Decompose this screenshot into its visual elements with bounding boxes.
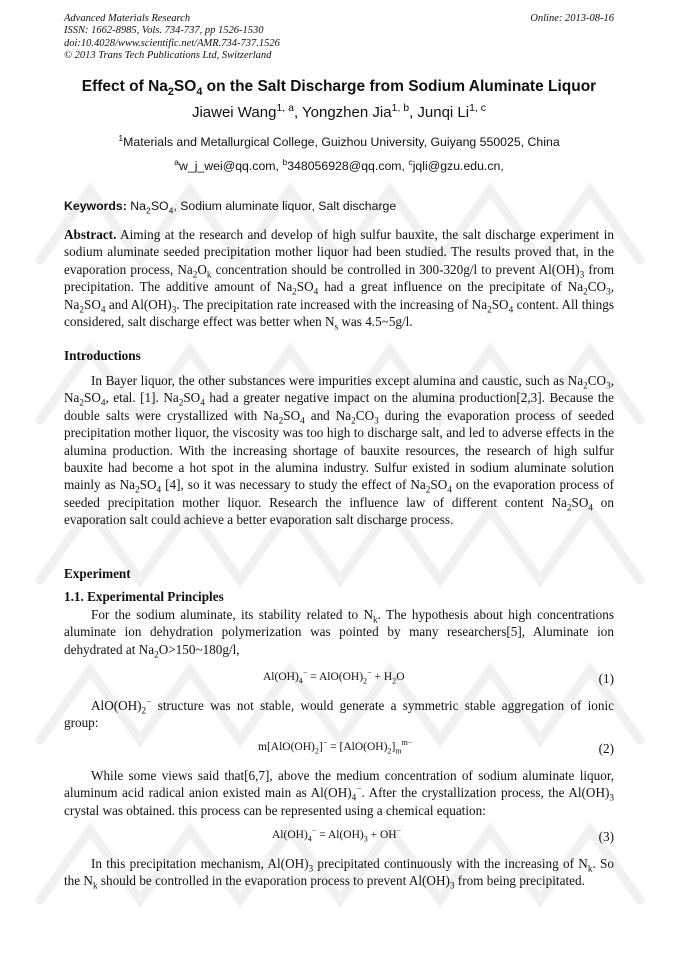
online-date: Online: 2013-08-16 bbox=[530, 13, 614, 24]
copyright-line: © 2013 Trans Tech Publications Ltd, Switzerland bbox=[64, 50, 272, 62]
email-link[interactable]: w_j_wei@qq.com bbox=[178, 159, 276, 173]
journal-name: Advanced Materials Research bbox=[64, 13, 191, 24]
journal-header bbox=[64, 13, 280, 63]
author-name: Junqi Li bbox=[417, 104, 470, 121]
issn-line: ISSN: 1662-8985, Vols. 734-737, pp 1526-1530 bbox=[64, 25, 264, 37]
author-name: Yongzhen Jia bbox=[302, 104, 392, 121]
paper-title: Effect of $Na_2SO_4$ on the Salt Discharge from Sodium Aluminate Liquor bbox=[81, 78, 597, 99]
email-link[interactable]: jqli@gzu.edu.cn bbox=[412, 159, 501, 173]
equation-body: $Al(OH)_4^- = Al(OH)_3 + OH^-$ bbox=[272, 826, 402, 844]
section-heading: Introductions bbox=[64, 348, 141, 363]
mechanism-paragraph: In this precipitation mechanism, $Al(OH)_3$ precipitated continuously with the increasing of $N_k$. So the $N_k$ should be controlled in the evaporation process to prevent $Al(OH)_3$ from being precipitated. bbox=[64, 856, 614, 892]
section-heading: Experiment bbox=[64, 566, 131, 581]
email-list: $^a$w_j_wei@qq.com, $^b$348056928@qq.com, $^c$jqli@gzu.edu.cn, bbox=[174, 156, 504, 173]
views-paragraph: While some views said that[6,7], above the medium concentration of sodium aluminate liquor, aluminum acid radical anion existed main as $Al(OH)_4^-$. After the crystallization process, the $Al(OH)_3$ crystal was obtained. this process can be represented using a chemical equation: bbox=[64, 768, 614, 818]
author-list: Jiawei Wang$^{1, a}$, Yongzhen Jia$^{1, b}$, Junqi Li$^{1, c}$ bbox=[191, 102, 487, 121]
structure-paragraph: $AlO(OH)_2^-$ structure was not stable, would generate a symmetric stable aggregation of ionic group: bbox=[64, 696, 614, 731]
equation-number: (3) bbox=[598, 829, 614, 844]
intro-paragraph: In Bayer liquor, the other substances were impurities except alumina and caustic, such as $Na_2CO_3$, $Na_2SO_4$, etal. [1]. $Na_2SO_4$ had a greater negative impact on the alumina production[2,3]. Because the double salts were crystallized with $Na_2SO_4$ and $Na_2CO_3$ during the evaporation process of seeded precipitation mother liquor, the viscosity was too high to discharge salt, and led to adverse effects in the alumina production. With the increasing shortage of bauxite resources, the research of high sulfur bauxite had become a hot spot in the alumina industry. Sulfur existed in sodium aluminate solution mainly as $Na_2SO_4$ [4], so it was necessary to study the effect of $Na_2SO_4$ on the evaporation process of seeded precipitation mother liquor. Research the influence law of different content $Na_2SO_4$ on evaporation salt could achieve a better evaporation salt discharge process. bbox=[64, 373, 614, 528]
abstract-paragraph: Abstract. Aiming at the research and develop of high sulfur bauxite, the salt discharge experiment in sodium aluminate seeded precipitation mother liquor had been studied. The results proved that, in the evaporation process, $Na_2O_k$ concentration should be controlled in 300-320g/l to prevent $Al(OH)_3$ from precipitation. The additive amount of $Na_2SO_4$ had a great influence on the precipitate of $Na_2CO_3$, $Na_2SO_4$ and $Al(OH)_3$. The precipitation rate increased with the increasing of $Na_2SO_4$ content. All things considered, salt discharge effect was better when $N_s$ was 4.5~5g/l. bbox=[64, 227, 614, 332]
doi-line: doi:10.4028/www.scientific.net/AMR.734-737.1526 bbox=[64, 37, 280, 49]
keywords-line: Keywords: $Na_2SO_4$, Sodium aluminate liquor, Salt discharge bbox=[64, 199, 397, 216]
equation-number: (2) bbox=[598, 741, 614, 756]
affiliation: $^1$Materials and Metallurgical College, Guizhou University, Guiyang 550025, China bbox=[118, 132, 560, 149]
subsection-heading: 1.1. Experimental Principles bbox=[64, 589, 224, 604]
principles-paragraph: For the sodium aluminate, its stability related to $N_k$. The hypothesis about high concentrations aluminate ion dehydration polymerization was pointed by many researchers[5], Aluminate ion dehydrated at $Na_2O>150\sim 180g/l$, bbox=[64, 607, 614, 660]
equation-number: (1) bbox=[598, 671, 614, 686]
equation-body: $m[AlO(OH)_2]^- = [AlO(OH)_2]_m^{m-}$ bbox=[258, 738, 413, 756]
email-link[interactable]: 348056928@qq.com bbox=[287, 159, 402, 173]
equation-body: $Al(OH)_4^- = AlO(OH)_2^- + H_2O$ bbox=[263, 668, 405, 686]
author-name: Jiawei Wang bbox=[191, 104, 277, 121]
